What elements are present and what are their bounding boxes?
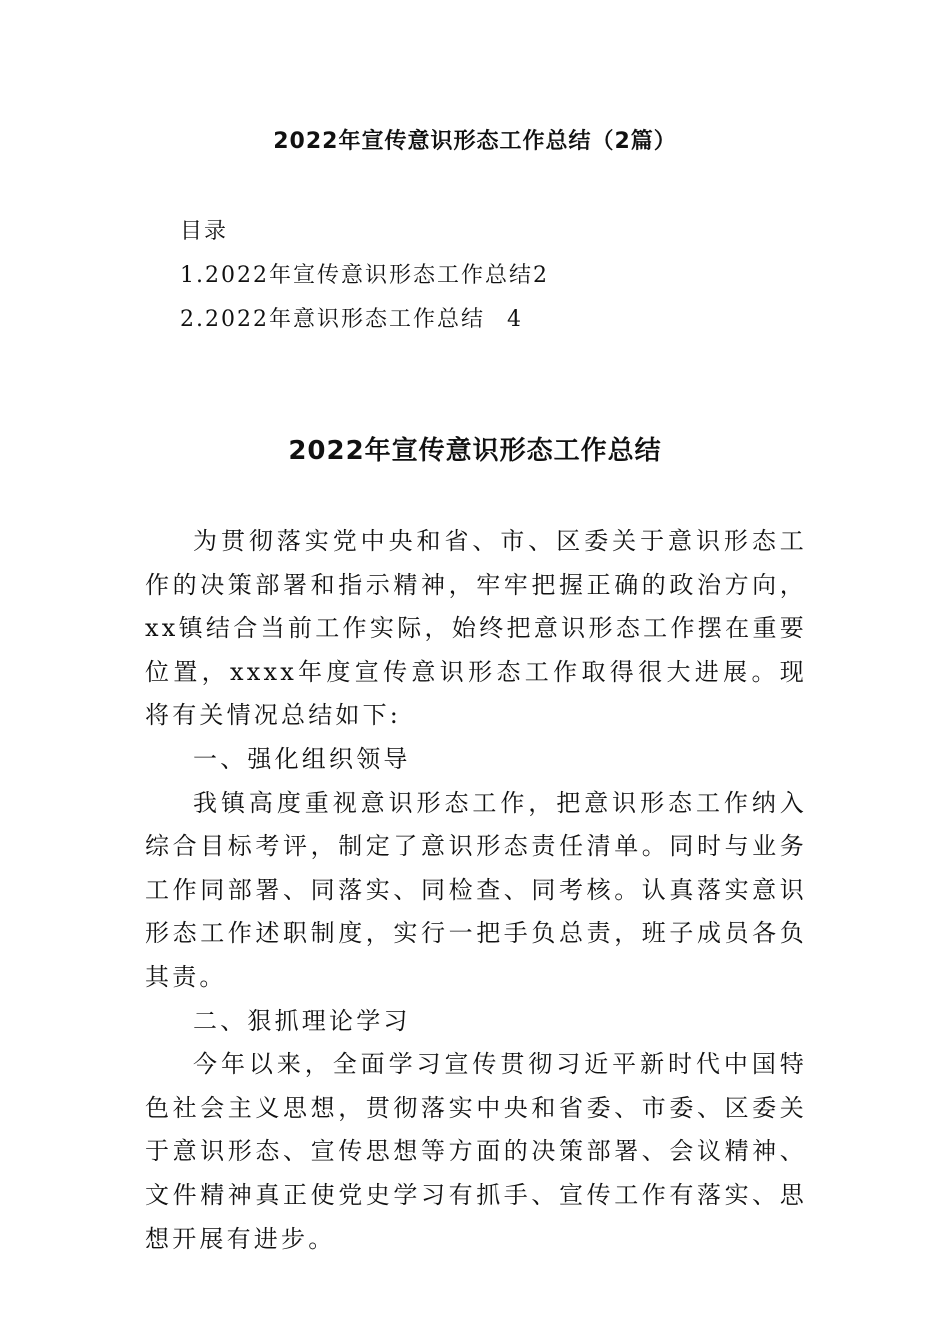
paragraph: 我镇高度重视意识形态工作，把意识形态工作纳入综合目标考评，制定了意识形态责任清单。同时与业务工作同部署、同落实、同检查、同考核。认真落实意识形态工作述职制度，实行一把手负总责，班子成员各负其责。 (145, 788, 807, 991)
subheading: 一、强化组织领导 (193, 744, 411, 773)
toc-item-page: 2 (532, 263, 549, 288)
table-of-contents (180, 210, 549, 342)
toc-item[interactable] (180, 254, 549, 298)
paragraph: 为贯彻落实党中央和省、市、区委关于意识形态工作的决策部署和指示精神，牢牢把握正确的政治方向，xx镇结合当前工作实际，始终把意识形态工作摆在重要位置，xxxx年度宣传意识形态工作取得很大进展。现将有关情况总结如下: (145, 527, 807, 730)
body-text (145, 520, 807, 1261)
document-title: 2022年宣传意识形态工作总结（2篇） (273, 129, 677, 154)
toc-item-label: 1.2022年宣传意识形态工作总结 (180, 263, 533, 288)
toc-heading: 目录 (180, 219, 229, 244)
toc-item-page: 4 (506, 307, 523, 332)
subheading: 二、狠抓理论学习 (193, 1006, 411, 1035)
toc-item[interactable] (180, 298, 549, 342)
toc-item-label: 2.2022年意识形态工作总结 (180, 307, 485, 332)
paragraph: 今年以来，全面学习宣传贯彻习近平新时代中国特色社会主义思想，贯彻落实中央和省委、市委、区委关于意识形态、宣传思想等方面的决策部署、会议精神、文件精神真正使党史学习有抓手、宣传工作有落实、思想开展有进步。 (145, 1050, 807, 1253)
section-title: 2022年宣传意识形态工作总结 (288, 436, 662, 466)
